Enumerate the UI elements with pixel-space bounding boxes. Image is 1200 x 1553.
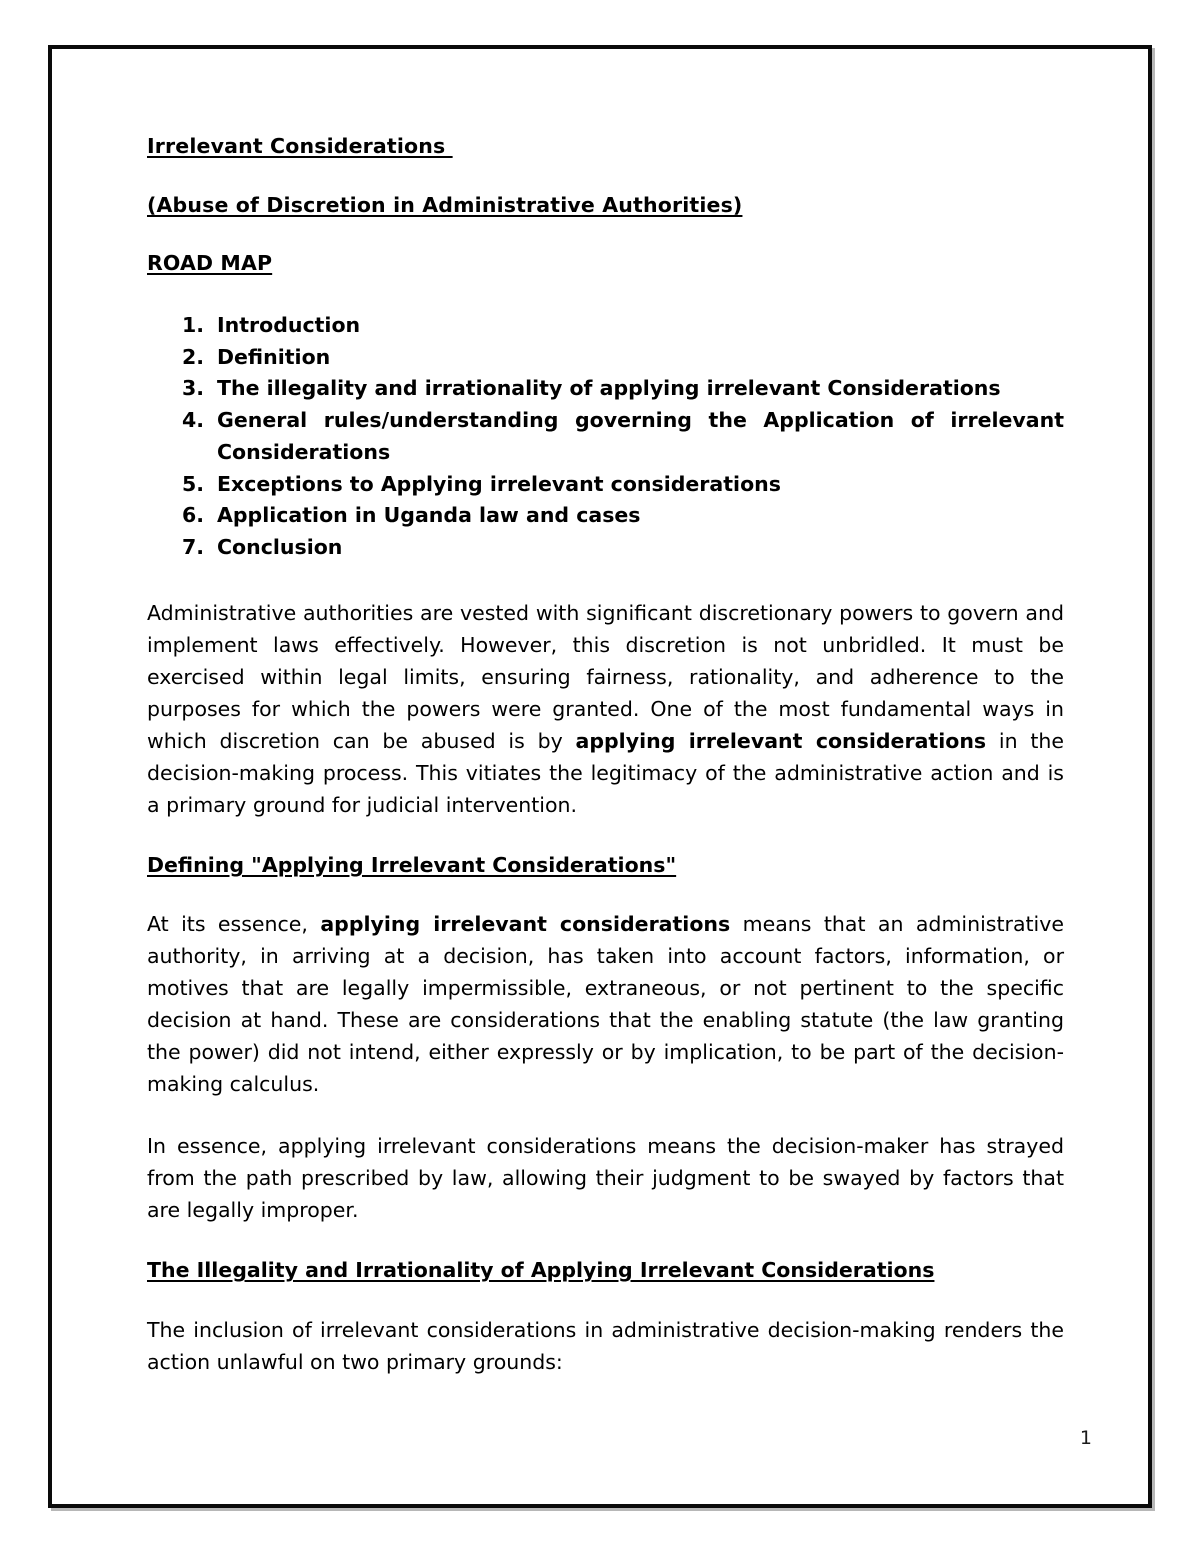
document-title — [147, 134, 1064, 160]
document-title-text: Irrelevant Considerations — [147, 134, 453, 158]
document-subtitle — [147, 193, 1064, 219]
list-item — [147, 373, 1064, 405]
intro-paragraph-head: Administrative authorities are vested with significant discretionary powers to govern and implement laws effectively. However, this discretion is not unbridled. It must be exercised within legal limits, ensuring fairness, rationality, and adherence to the purposes for which the powers were granted. One of the most fundamental ways in which discretion can be abused is by — [147, 601, 1064, 753]
in-essence-paragraph: In essence, applying irrelevant considerations means the decision-maker has strayed from the path prescribed by law, allowing their judgment to be swayed by factors that are legally improper. — [147, 1134, 1064, 1223]
list-item-label: Definition — [217, 344, 331, 369]
list-item — [147, 469, 1064, 501]
intro-paragraph-tail: in the decision-making process. This vitiates the legitimacy of the administrative action and is a primary ground for judicial intervention. — [147, 728, 1065, 817]
intro-paragraph — [147, 598, 1064, 822]
roadmap-heading — [147, 251, 1064, 277]
defining-paragraph-head: At its essence, — [147, 912, 321, 937]
list-item-number: 7. — [182, 535, 205, 560]
defining-paragraph — [147, 909, 1064, 1101]
list-item-label: Introduction — [217, 312, 361, 337]
defining-paragraph-emphasis: applying irrelevant considerations — [320, 912, 731, 937]
defining-section-heading — [147, 852, 1064, 879]
roadmap-heading-text: ROAD MAP — [147, 251, 273, 276]
list-item-number: 1. — [182, 312, 205, 337]
list-item-number: 4. — [182, 408, 205, 433]
list-item-label: Exceptions to Applying irrelevant considerations — [217, 471, 781, 496]
document-page — [48, 45, 1152, 1508]
document-body — [147, 134, 1064, 1409]
list-item-number: 3. — [182, 376, 205, 401]
list-item-label: The illegality and irrationality of applying irrelevant Considerations — [217, 376, 1001, 401]
document-subtitle-text: (Abuse of Discretion in Administrative Authorities) — [147, 192, 743, 217]
list-item-label: Application in Uganda law and cases — [217, 503, 641, 528]
list-item-label: Conclusion — [217, 535, 343, 560]
roadmap-list — [147, 310, 1064, 564]
list-item-number: 5. — [182, 471, 205, 496]
list-item-number: 6. — [182, 503, 205, 528]
illegality-section-heading-text: The Illegality and Irrationality of Applying Irrelevant Considerations — [147, 1258, 935, 1283]
illegality-paragraph: The inclusion of irrelevant considerations in administrative decision-making renders the action unlawful on two primary grounds: — [147, 1317, 1064, 1374]
list-item — [147, 500, 1064, 532]
page-number: 1 — [1079, 1427, 1092, 1449]
list-item — [147, 310, 1064, 342]
list-item — [147, 532, 1064, 564]
list-item — [147, 405, 1064, 469]
list-item-number: 2. — [182, 344, 205, 369]
defining-paragraph-tail: means that an administrative authority, in arriving at a decision, has taken into account factors, information, or motives that are legally impermissible, extraneous, or not pertinent to the specific decision at hand. These are considerations that the enabling statute (the law granting the power) did not intend, either expressly or by implication, to be part of the decision-making calculus. — [147, 912, 1064, 1097]
list-item-label: General rules/understanding governing the Application of irrelevant Considerations — [217, 408, 1064, 464]
illegality-section-heading — [147, 1257, 1064, 1284]
list-item — [147, 342, 1064, 374]
intro-paragraph-emphasis: applying irrelevant considerations — [575, 728, 987, 753]
defining-section-heading-text: Defining "Applying Irrelevant Considerations" — [147, 852, 677, 877]
